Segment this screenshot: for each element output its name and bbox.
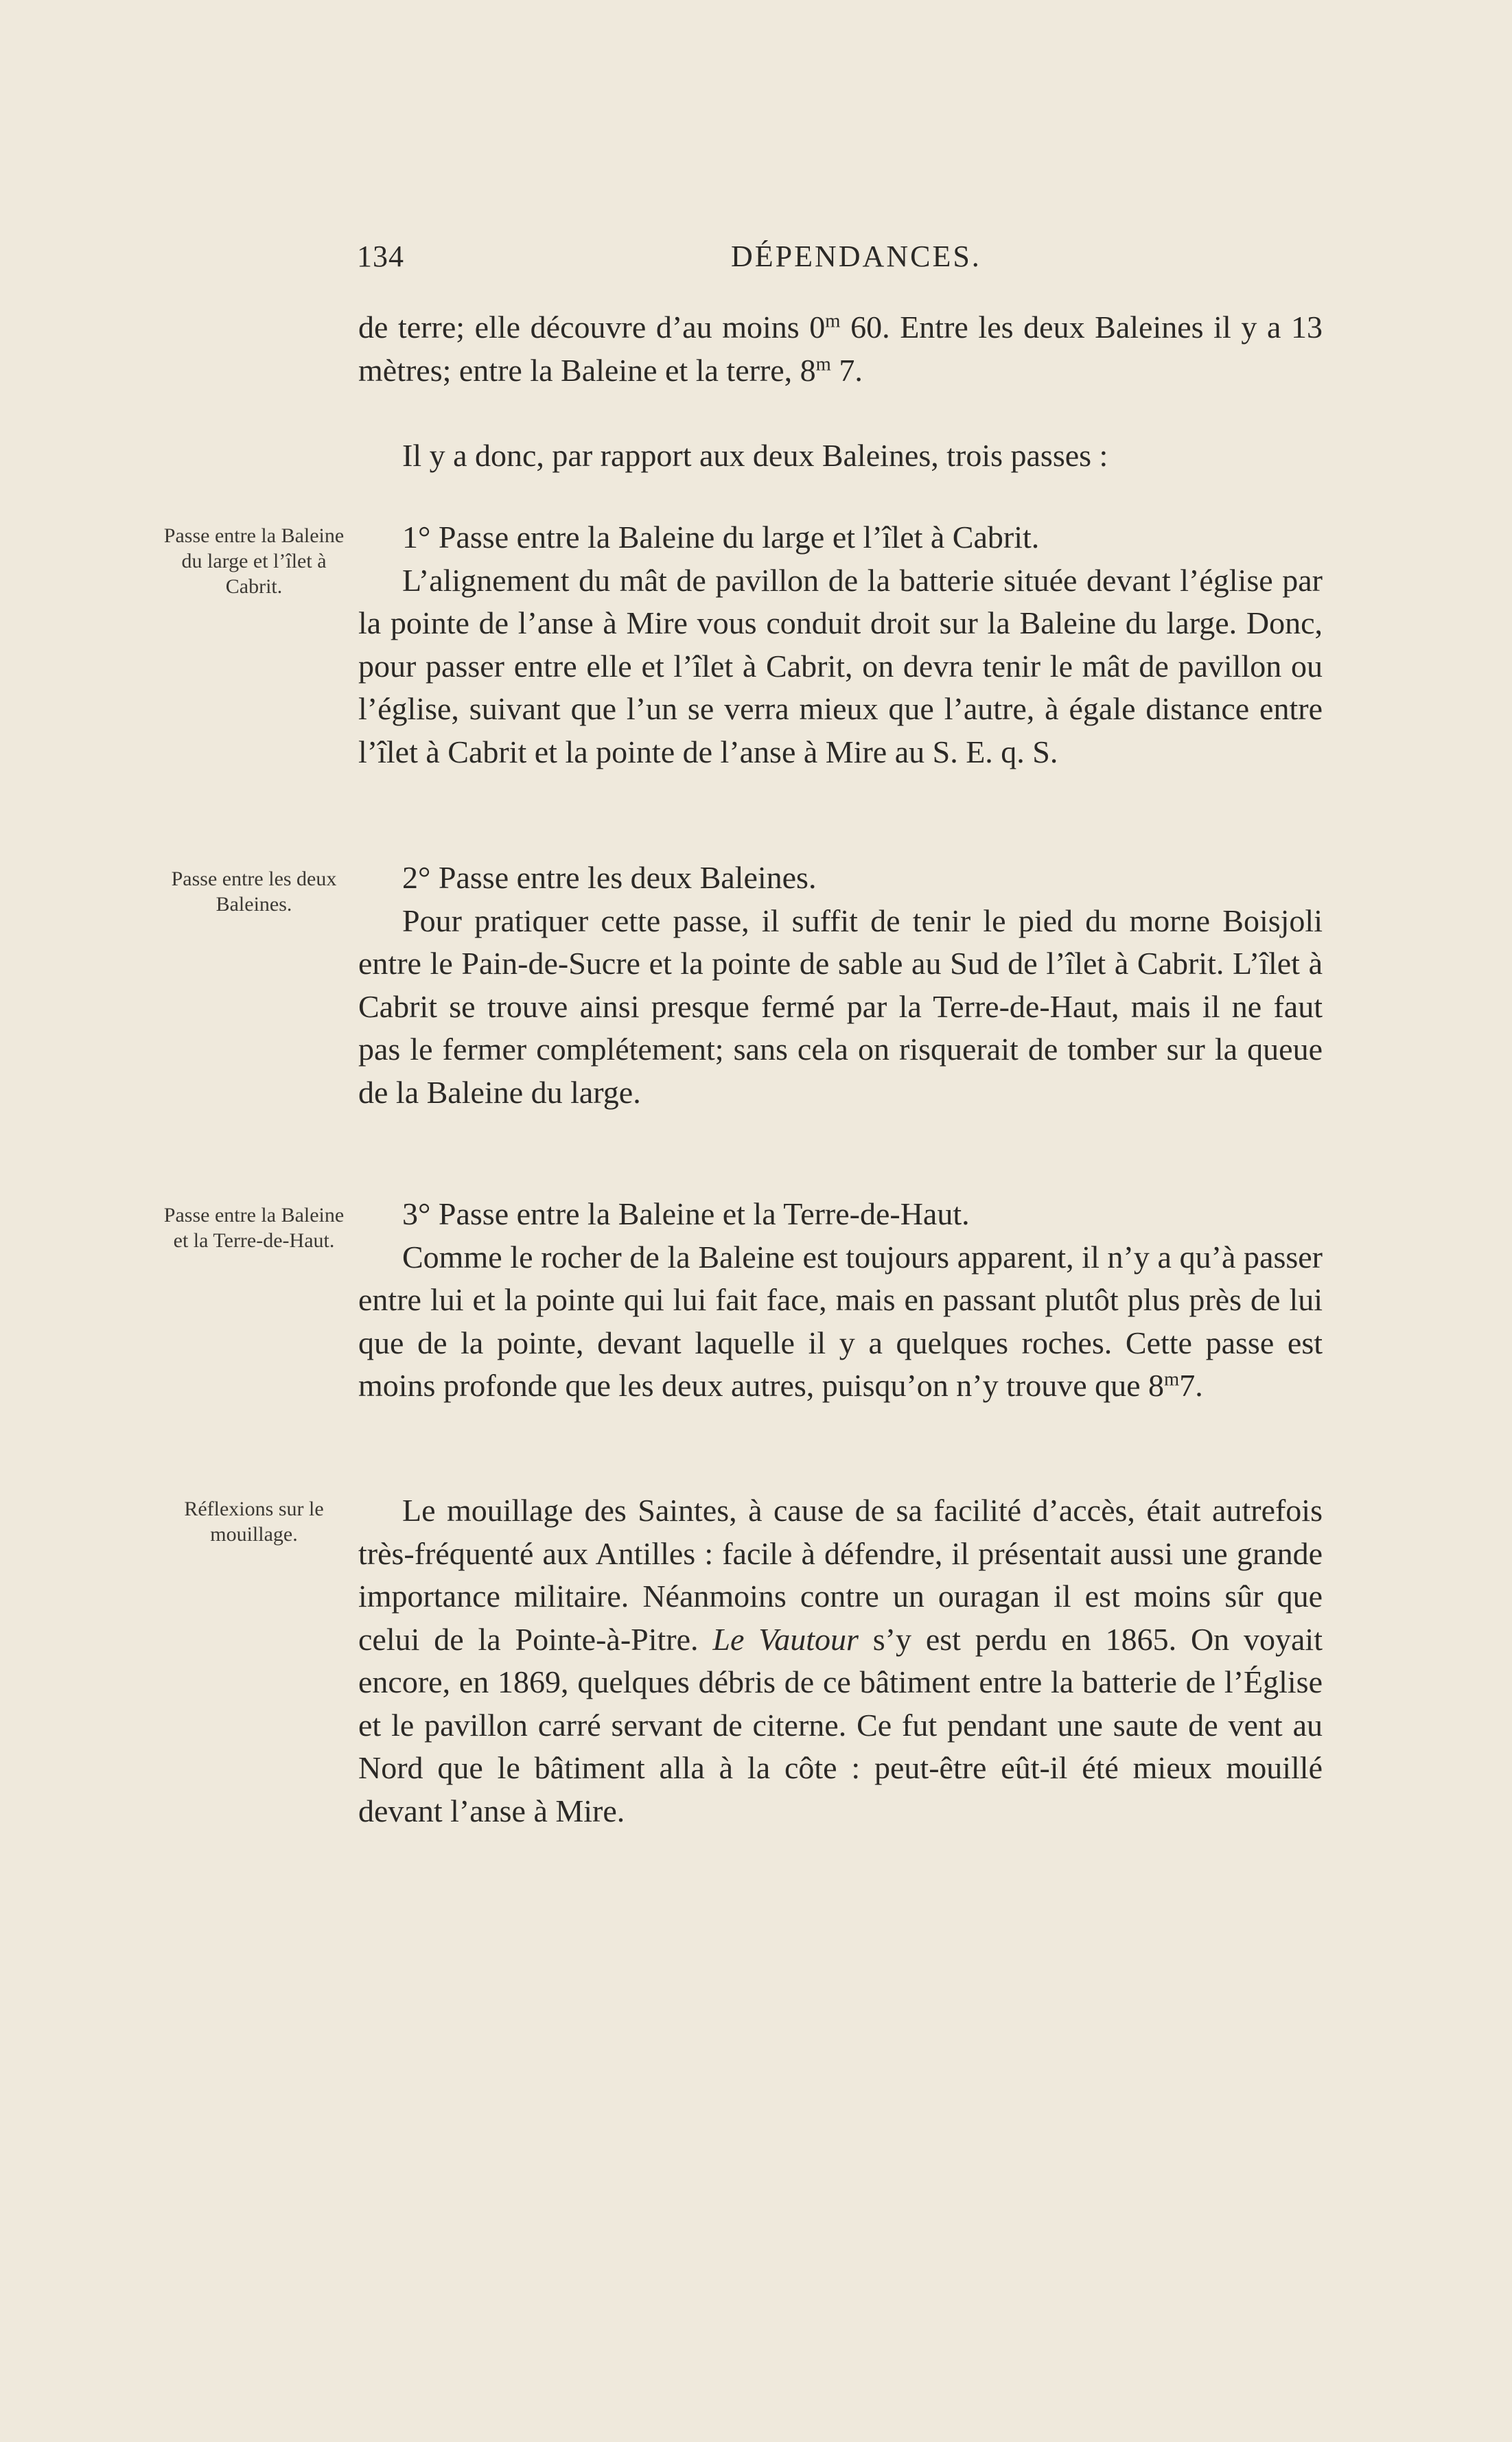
section-2-heading: 2° Passe entre les deux Baleines. bbox=[402, 860, 817, 895]
page-header bbox=[357, 239, 1318, 280]
passes-intro-block bbox=[358, 434, 1323, 478]
section-4-text: Le mouillage des Saintes, à cause de sa facilité d’accès, était autrefois très-fréquenté aux Antilles : facile à défendre, il présentait aussi une grande importance militaire. Néanmoins contre un ouragan il est moins sûr que celui de la Pointe-à-Pitre. Le Vautour s’y est perdu en 1865. On voyait encore, en 1869, quelques débris de ce bâtiment entre la batterie de l’Église et le pavillon carré servant de citerne. Ce fut pendant une saute de vent au Nord que le bâtiment alla à la côte : peut-être eût-il été mieux mouillé devant l’anse à Mire. bbox=[358, 1493, 1323, 1828]
section-2-text: Pour pratiquer cette passe, il suffit de tenir le pied du morne Boisjoli entre le Pain-de-Sucre et la pointe de sable au Sud de l’îlet à Cabrit. L’îlet à Cabrit se trouve ainsi presque fermé par la Terre-de-Haut, mais il ne faut pas le fermer complétement; sans cela on risquerait de tomber sur la queue de la Baleine du large. bbox=[358, 903, 1323, 1110]
section-1-heading: 1° Passe entre la Baleine du large et l’îlet à Cabrit. bbox=[402, 520, 1040, 555]
section-3-text: Comme le rocher de la Baleine est toujours apparent, il n’y a qu’à passer entre lui et la pointe qui lui fait face, mais en passant plutôt plus près de lui que de la pointe, devant laquelle il y a quelques roches. Cette passe est moins profonde que les deux autres, puisqu’on n’y trouve que 8$^m$7. bbox=[358, 1239, 1323, 1403]
ship-name: Le Vautour bbox=[712, 1621, 859, 1657]
intro-block bbox=[358, 306, 1323, 392]
margin-note-1: Passe entre la Baleine du large et l’îlet à Cabrit. bbox=[163, 524, 345, 598]
margin-note-3: Passe entre la Baleine et la Terre-de-Haut. bbox=[163, 1204, 345, 1252]
section-1 bbox=[358, 516, 1323, 774]
running-title: DÉPENDANCES. bbox=[731, 240, 981, 273]
section-3 bbox=[358, 1193, 1323, 1408]
section-3-heading: 3° Passe entre la Baleine et la Terre-de-Haut. bbox=[402, 1196, 970, 1231]
paragraph-continuation: de terre; elle découvre d’au moins 0$^m$ 60. Entre les deux Baleines il y a 13 mètres; entre la Baleine et la terre, 8$^m$ 7. bbox=[358, 310, 1323, 388]
section-4 bbox=[358, 1489, 1323, 1833]
margin-note-4: Réflexions sur le mouillage. bbox=[184, 1498, 324, 1546]
page-number: 134 bbox=[357, 240, 404, 273]
paragraph-passes-intro: Il y a donc, par rapport aux deux Baleines, trois passes : bbox=[402, 438, 1108, 473]
section-2 bbox=[358, 857, 1323, 1114]
section-1-text: L’alignement du mât de pavillon de la batterie située devant l’église par la pointe de l’anse à Mire vous conduit droit sur la Baleine du large. Donc, pour passer entre elle et l’îlet à Cabrit, on devra tenir le mât de pavillon ou l’église, suivant que l’un se verra mieux que l’autre, à égale distance entre l’îlet à Cabrit et la pointe de l’anse à Mire au S. E. q. S. bbox=[358, 562, 1323, 769]
margin-note-2: Passe entre les deux Baleines. bbox=[171, 868, 337, 916]
